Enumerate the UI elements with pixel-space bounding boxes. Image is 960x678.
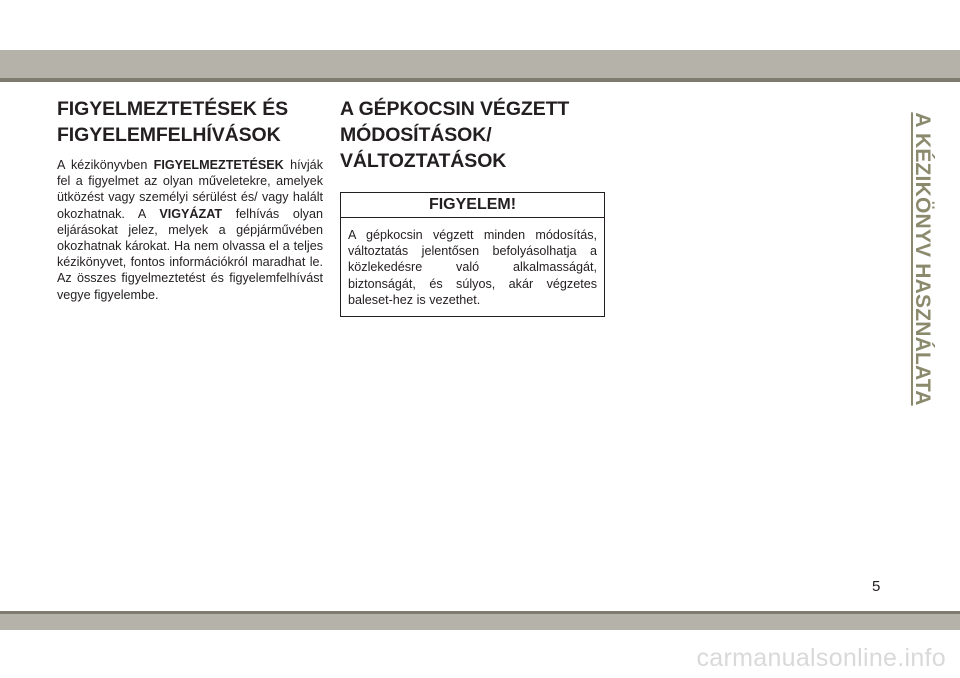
- para-bold-caution: VIGYÁZAT: [159, 206, 223, 221]
- heading-line: MÓDOSÍTÁSOK/: [340, 124, 492, 146]
- warning-text: A gépkocsin végzett minden módosítás, változtatás jelentősen befolyásolhatja a közlekedésre való alkalmasságát, biztonságát, és súlyos, akár végzetes baleset-hez is vezethet.: [348, 228, 597, 307]
- para-text: A kézikönyvben: [57, 158, 154, 172]
- heading-line: FIGYELMEZTETÉSEK ÉS: [57, 98, 289, 120]
- warnings-paragraph: [57, 157, 323, 303]
- watermark: carmanualsonline.info: [696, 644, 946, 672]
- para-text: felhívás olyan eljárásokat jelez, melyek a gépjárművében okozhatnak károkat. Ha nem olvassa el a teljes kézikönyvet, fontos információkról maradhat le. Az összes figyelmeztetést és figyelemfelhívást vegye figyelembe.: [57, 206, 323, 302]
- heading-line: VÁLTOZTATÁSOK: [340, 150, 507, 172]
- top-divider: [0, 78, 960, 82]
- section-heading-warnings: [57, 96, 323, 148]
- heading-line: A GÉPKOCSIN VÉGZETT: [340, 98, 570, 120]
- left-column: [57, 96, 323, 303]
- heading-line: FIGYELEMFELHÍVÁSOK: [57, 124, 281, 146]
- section-heading-modifications: [340, 96, 606, 174]
- para-text: hívják fel a figyelmet az olyan műveletekre, amelyek ütközést vagy személyi sérülést és/ vagy halált okozhatnak. A: [57, 158, 323, 221]
- top-band: [0, 50, 960, 78]
- chapter-tab-label: A KÉZIKÖNYV HASZNÁLATA: [911, 112, 934, 406]
- warning-title: FIGYELEM!: [341, 193, 604, 218]
- page-number: 5: [872, 578, 881, 595]
- warning-box: [340, 192, 605, 317]
- para-bold-warnings: FIGYELMEZTETÉSEK: [153, 158, 284, 172]
- right-column: [340, 96, 606, 317]
- chapter-side-tab: [905, 100, 939, 418]
- bottom-band: [0, 614, 960, 630]
